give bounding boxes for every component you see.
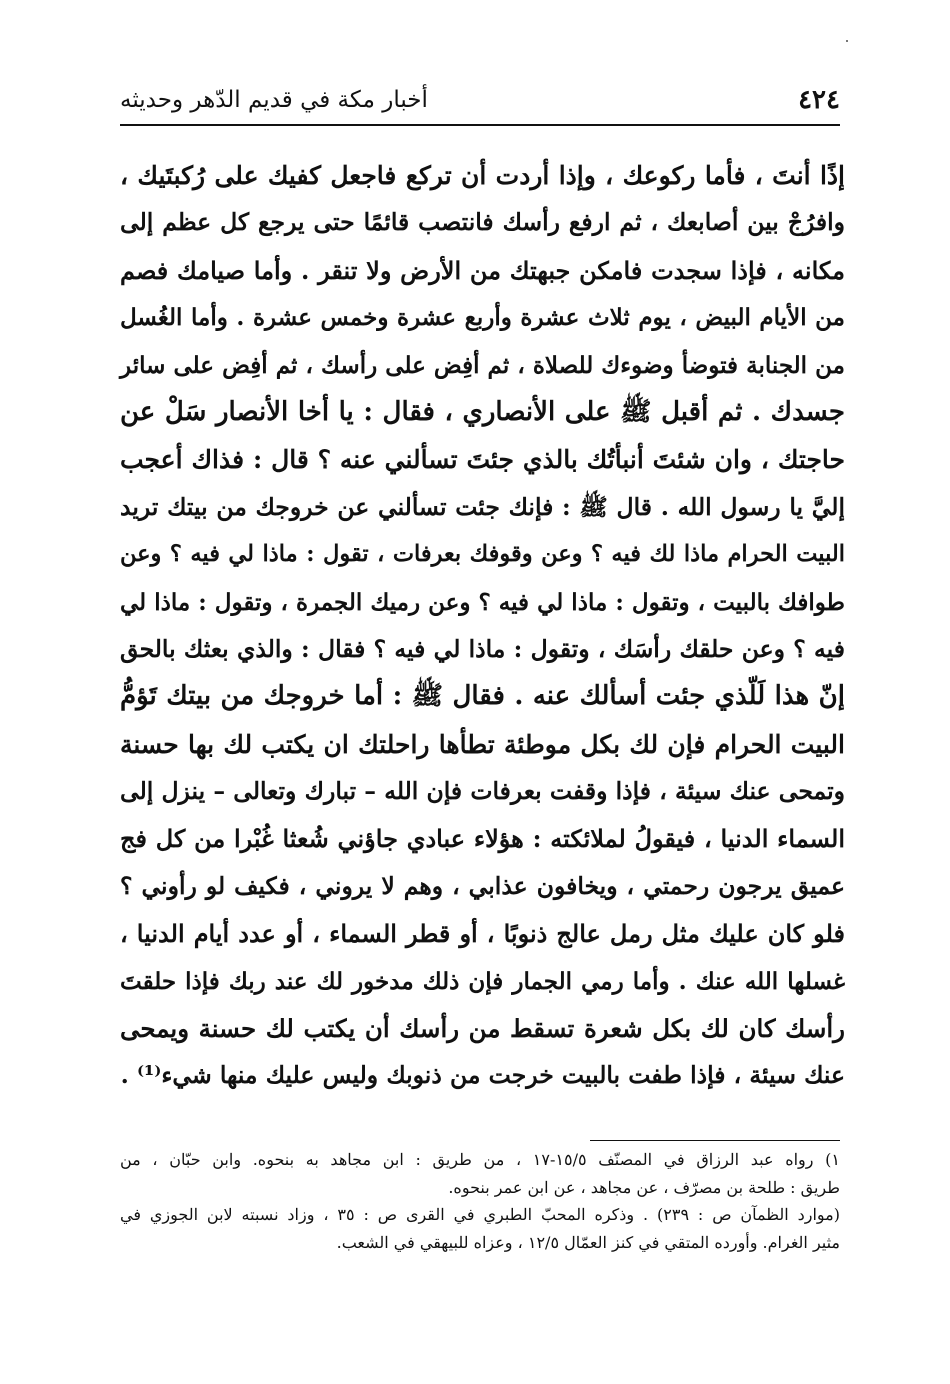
text-line: رأسك كان لك بكل شعرة تسقط من رأسك أن يكتب لك حسنة ويمحى — [120, 1014, 845, 1044]
text-line: من الأيام البيض ، يوم ثلاث عشرة وأربع عشرة وخمس عشرة . وأما الغُسل — [120, 304, 845, 332]
footnote-line: مثير الغرام. وأورده المتقي في كنز العمّال ١٢/٥ ، وعزاه للبيهقي في الشعب. — [336, 1232, 840, 1252]
scan-speck — [846, 40, 848, 42]
text-line: من الجنابة فتوضأ وضوءك للصلاة ، ثم أفِض على رأسك ، ثم أفِض على سائر — [120, 351, 845, 379]
text-line: عنك سيئة ، فإذا طفت بالبيت خرجت من ذنوبك وليس عليك منها شيء⁽¹⁾ . — [120, 1061, 845, 1090]
footnote-line: طريق : طلحة بن مصرّف ، عن مجاهد ، عن ابن عمر بنحوه. — [448, 1177, 840, 1197]
text-line: فيه ؟ وعن حلقك رأسَك ، وتقول : ماذا لي فيه ؟ فقال : والذي بعثك بالحق — [120, 634, 845, 663]
text-line: إنّ هذا لَلّذي جئت أسألك عنه . فقال ﷺ : أما خروجك من بيتك تَؤمُّ — [120, 681, 845, 712]
text-line: إليَّ يا رسول الله . قال ﷺ : فإنك جئت تسألني عن خروجك من بيتك تريد — [120, 492, 845, 521]
text-line: البيت الحرام ماذا لك فيه ؟ وعن وقوفك بعرفات ، تقول : ماذا لي فيه ؟ وعن — [120, 541, 845, 568]
text-line: إذًا أنتَ ، فأما ركوعك ، وإذا أردت أن تركع فاجعل كفيك على رُكبتَيك ، — [120, 161, 845, 190]
running-title: أخبار مكة في قديم الدّهر وحديثه — [120, 87, 428, 113]
header-rule — [120, 124, 840, 126]
page-number: ٤٢٤ — [798, 85, 840, 115]
text-line: جسدك . ثم أقبل ﷺ على الأنصاري ، فقال : يا أخا الأنصار سَلْ عن — [120, 396, 845, 427]
footnote-line: (موارد الظمآن ص : ٢٣٩) . وذكره المحبّ الطبري في القرى ص : ٣٥ ، وزاد نسبته لابن الجوزي في — [120, 1205, 840, 1224]
text-line: حاجتك ، وان شئتَ أنبأتُك بالذي جئتَ تسألني عنه ؟ قال : فذاك أعجب — [120, 445, 845, 475]
text-line: فلو كان عليك مثل رمل عالج ذنوبًا ، أو قطر السماء ، أو عدد أيام الدنيا ، — [120, 919, 845, 949]
text-line: وافرُجْ بين أصابعك ، ثم ارفع رأسك فانتصب قائمًا حتى يرجع كل عظم إلى — [120, 208, 845, 237]
text-line: البيت الحرام فإن لك بكل موطئة تطأها راحلتك ان يكتب لك بها حسنة — [120, 729, 845, 759]
main-text — [120, 152, 845, 1100]
text-line: السماء الدنيا ، فيقولُ لملائكته : هؤلاء عبادي جاؤني شُعثا غُبْرا من كل فج — [120, 824, 845, 854]
text-line: وتمحى عنك سيئة ، فإذا وقفت بعرفات فإن الله – تبارك وتعالى – ينزل إلى — [120, 777, 845, 806]
text-line: طوافك بالبيت ، وتقول : ماذا لي فيه ؟ وعن رميك الجمرة ، وتقول : ماذا لي — [120, 588, 845, 616]
footnotes — [120, 1146, 840, 1256]
text-line: مكانه ، فإذا سجدت فامكن جبهتك من الأرض ولا تنقر . وأما صيامك فصم — [120, 255, 846, 285]
footnote-rule — [590, 1140, 840, 1141]
running-header — [120, 80, 840, 120]
text-line: غسلها الله عنك . وأما رمي الجمار فإن ذلك مدخور لك عند ربك فإذا حلقتَ — [120, 967, 845, 995]
footnote-line: ١) رواه عبد الرزاق في المصنّف ١٥/٥-١٧ ، من طريق : ابن مجاهد به بنحوه. وابن حبّان ، من — [120, 1150, 840, 1169]
text-line: عميق يرجون رحمتي ، ويخافون عذابي ، وهم لا يروني ، فكيف لو رأوني ؟ — [120, 871, 845, 900]
